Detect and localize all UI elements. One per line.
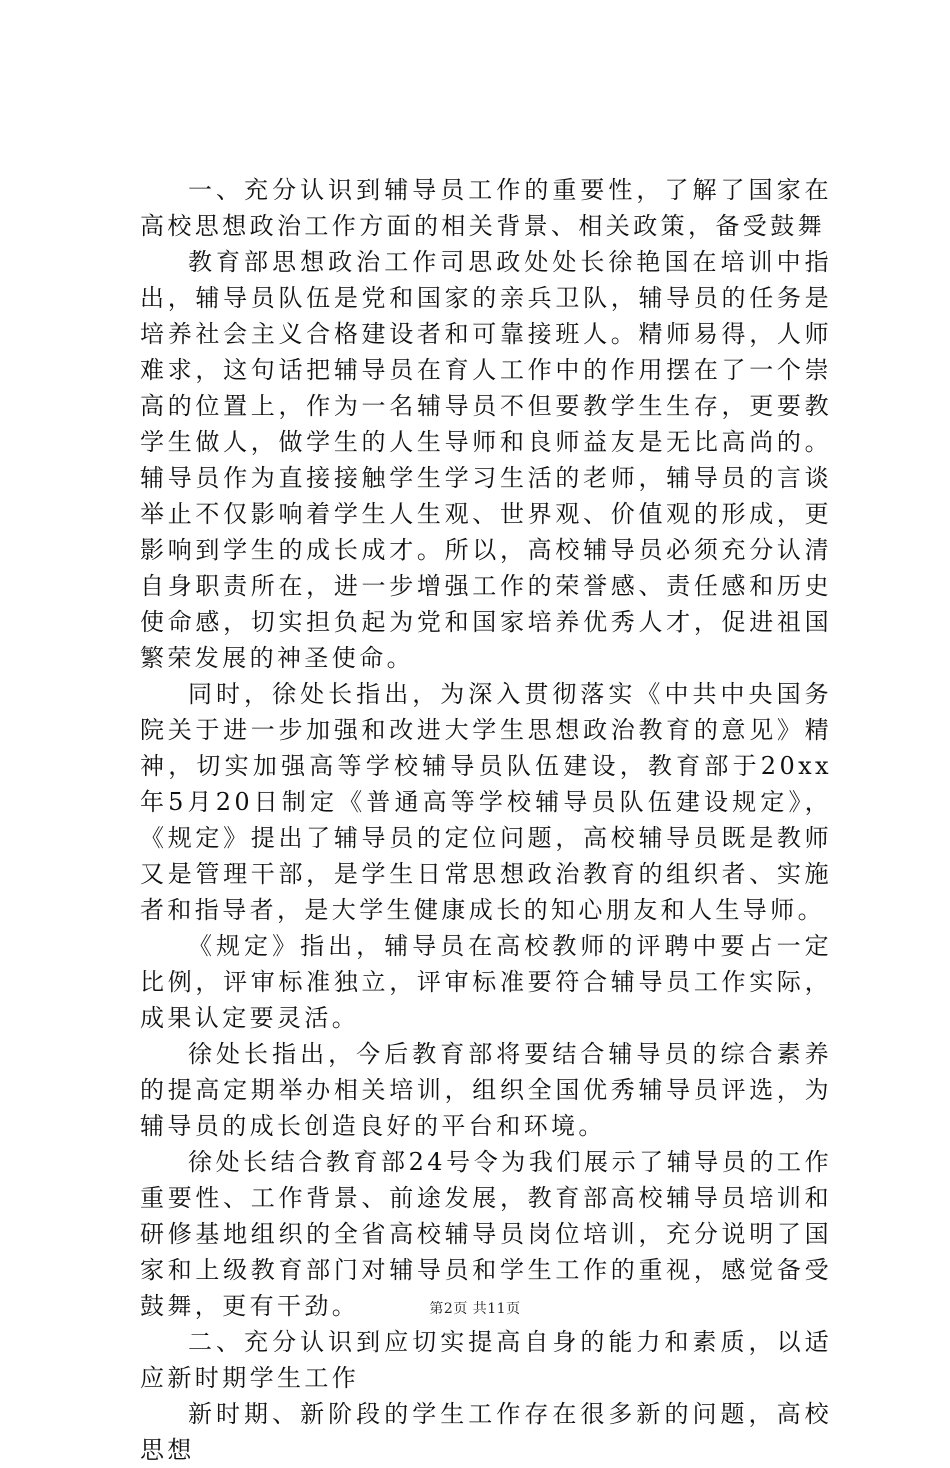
- body-paragraph: 新时期、新阶段的学生工作存在很多新的问题，高校思想: [140, 1400, 832, 1464]
- body-paragraph: 同时，徐处长指出，为深入贯彻落实《中共中央国务院关于进一步加强和改进大学生思想政治教育的意见》精神，切实加强高等学校辅导员队伍建设，教育部于20xx年5月20日制定《普通高等学校辅导员队伍建设规定》，《规定》提出了辅导员的定位问题，高校辅导员既是教师又是管理干部，是学生日常思想政治教育的组织者、实施者和指导者，是大学生健康成长的知心朋友和人生导师。: [140, 680, 832, 924]
- page-number-footer: 第2页 共11页: [429, 1301, 521, 1317]
- body-paragraph: 徐处长结合教育部24号令为我们展示了辅导员的工作重要性、工作背景、前途发展，教育部高校辅导员培训和研修基地组织的全省高校辅导员岗位培训，充分说明了国家和上级教育部门对辅导员和学生工作的重视，感觉备受鼓舞，更有干劲。: [140, 1148, 832, 1320]
- document-body: [140, 172, 832, 1468]
- body-paragraph: 教育部思想政治工作司思政处处长徐艳国在培训中指出，辅导员队伍是党和国家的亲兵卫队，辅导员的任务是培养社会主义合格建设者和可靠接班人。精师易得，人师难求，这句话把辅导员在育人工作中的作用摆在了一个崇高的位置上，作为一名辅导员不但要教学生生存，更要教学生做人，做学生的人生导师和良师益友是无比高尚的。辅导员作为直接接触学生学习生活的老师，辅导员的言谈举止不仅影响着学生人生观、世界观、价值观的形成，更影响到学生的成长成才。所以，高校辅导员必须充分认清自身职责所在，进一步增强工作的荣誉感、责任感和历史使命感，切实担负起为党和国家培养优秀人才，促进祖国繁荣发展的神圣使命。: [140, 248, 832, 672]
- section-heading-2: 二、充分认识到应切实提高自身的能力和素质，以适应新时期学生工作: [140, 1328, 832, 1392]
- section-heading-1: 一、充分认识到辅导员工作的重要性，了解了国家在高校思想政治工作方面的相关背景、相关政策，备受鼓舞: [140, 176, 832, 240]
- body-paragraph: 徐处长指出，今后教育部将要结合辅导员的综合素养的提高定期举办相关培训，组织全国优秀辅导员评选，为辅导员的成长创造良好的平台和环境。: [140, 1040, 832, 1140]
- body-paragraph: 《规定》指出，辅导员在高校教师的评聘中要占一定比例，评审标准独立，评审标准要符合辅导员工作实际，成果认定要灵活。: [140, 932, 832, 1032]
